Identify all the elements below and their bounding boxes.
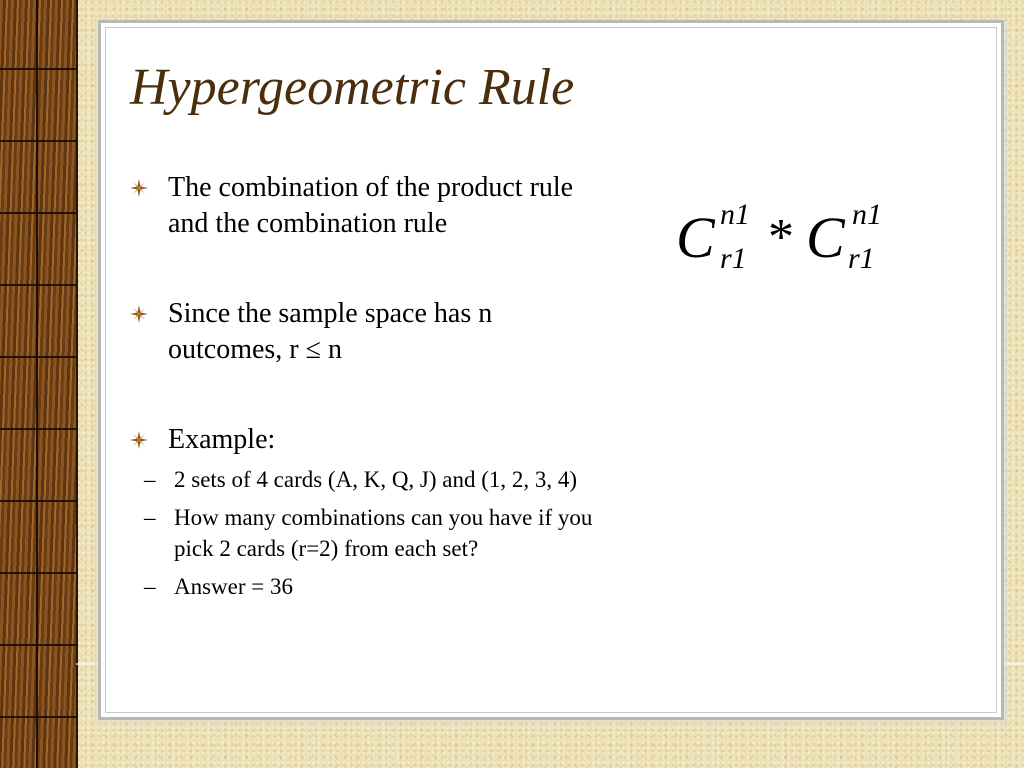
dash-marker: – (144, 505, 156, 530)
compass-star-icon (130, 179, 148, 197)
dash-marker: – (144, 467, 156, 492)
bullet-item (130, 296, 610, 368)
formula-right-superscript: n1 (852, 198, 882, 231)
sub-bullet-text: How many combinations can you have if you pick 2 cards (r=2) from each set? (174, 505, 593, 561)
slide-title: Hypergeometric Rule (130, 59, 575, 116)
sub-bullet-item (92, 464, 610, 495)
bullet-item (130, 170, 610, 242)
formula-right-subscript: r1 (848, 242, 875, 275)
compass-star-icon (130, 431, 148, 449)
bullet-list (130, 170, 610, 609)
bullet-text: Since the sample space has n outcomes, r ≤ n (168, 298, 493, 365)
compass-star-icon (130, 305, 148, 323)
bullet-text: The combination of the product rule and the combination rule (168, 172, 574, 239)
formula-left-base: C (676, 205, 715, 270)
wood-texture-strip (0, 0, 78, 768)
bullet-item (130, 422, 610, 458)
bullet-text: Example: (168, 424, 276, 455)
sub-bullet-item (92, 502, 610, 564)
formula-right-base: C (806, 205, 845, 270)
sub-bullet-text: Answer = 36 (174, 574, 294, 599)
sub-bullet-list (92, 464, 610, 602)
formula-operator: * (768, 209, 794, 266)
formula-left-superscript: n1 (720, 198, 750, 231)
sub-bullet-text: 2 sets of 4 cards (A, K, Q, J) and (1, 2, 3, 4) (174, 467, 578, 492)
sub-bullet-item (92, 571, 610, 602)
formula-left-subscript: r1 (720, 242, 747, 275)
combination-formula (676, 196, 916, 286)
dash-marker: – (144, 574, 156, 599)
